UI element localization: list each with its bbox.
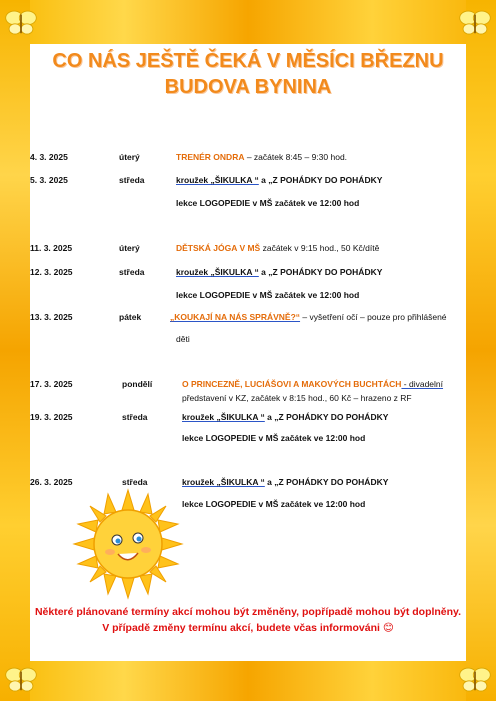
- event-detail: a „Z POHÁDKY DO POHÁDKY: [264, 477, 389, 487]
- event-description: [176, 175, 382, 185]
- event-description: [182, 412, 388, 422]
- info-note: V případě změny termínu akcí, budete včas informováni 😊: [102, 622, 394, 634]
- event-highlight: kroužek „ŠIKULKA “: [176, 267, 259, 277]
- event-day: středa: [122, 412, 148, 422]
- event-highlight: kroužek „ŠIKULKA “: [176, 175, 259, 185]
- event-detail-line2: lekce LOGOPEDIE v MŠ začátek ve 12:00 hod: [176, 198, 360, 208]
- event-description: [182, 379, 443, 389]
- event-date: 17. 3. 2025: [30, 379, 73, 389]
- event-highlight: kroužek „ŠIKULKA “: [182, 477, 265, 487]
- event-detail-line2: lekce LOGOPEDIE v MŠ začátek ve 12:00 hod: [182, 499, 366, 509]
- event-highlight: DĚTSKÁ JÓGA V MŠ: [176, 243, 261, 253]
- butterfly-icon: [458, 663, 492, 697]
- event-detail-line2: představení v KZ, začátek v 8:15 hod., 60 Kč – hrazeno z RF: [182, 393, 412, 403]
- event-day: úterý: [119, 243, 140, 253]
- butterfly-icon: [4, 6, 38, 40]
- event-date: 13. 3. 2025: [30, 312, 73, 322]
- event-highlight: O PRINCEZNĚ, LUCIÁŠOVI A MAKOVÝCH BUCHTÁCH: [182, 379, 402, 389]
- event-detail-line2: lekce LOGOPEDIE v MŠ začátek ve 12:00 hod: [176, 290, 360, 300]
- sun-icon: [72, 488, 184, 600]
- event-description: [176, 152, 347, 162]
- event-highlight: TRENÉR ONDRA: [176, 152, 245, 162]
- event-detail: – vyšetření očí – pouze pro přihlášené: [300, 312, 447, 322]
- event-date: 11. 3. 2025: [30, 243, 73, 253]
- event-day: pondělí: [122, 379, 153, 389]
- page-subtitle: BUDOVA BYNINA: [164, 76, 332, 98]
- event-description: [176, 267, 382, 277]
- event-date: 4. 3. 2025: [30, 152, 68, 162]
- event-date: 26. 3. 2025: [30, 477, 73, 487]
- event-detail: a „Z POHÁDKY DO POHÁDKY: [258, 267, 383, 277]
- frame-top-border: [0, 0, 496, 44]
- event-date: 19. 3. 2025: [30, 412, 73, 422]
- event-detail: začátek v 9:15 hod., 50 Kč/dítě: [260, 243, 380, 253]
- event-highlight: „KOUKAJÍ NA NÁS SPRÁVNĚ?“: [170, 312, 301, 322]
- frame-right-border: [466, 0, 496, 701]
- frame-bottom-border: [0, 661, 496, 701]
- event-highlight: kroužek „ŠIKULKA “: [182, 412, 265, 422]
- event-day: středa: [122, 477, 148, 487]
- event-detail: a „Z POHÁDKY DO POHÁDKY: [258, 175, 383, 185]
- event-detail: a „Z POHÁDKY DO POHÁDKY: [264, 412, 389, 422]
- info-note: Některé plánované termíny akcí mohou být změněny, popřípadě mohou být doplněny.: [34, 606, 462, 618]
- event-description: [176, 243, 379, 253]
- event-description: [182, 477, 388, 487]
- event-day: úterý: [119, 152, 140, 162]
- event-day: středa: [119, 267, 145, 277]
- event-day: středa: [119, 175, 145, 185]
- event-detail-line2: lekce LOGOPEDIE v MŠ začátek ve 12:00 hod: [182, 433, 366, 443]
- event-date: 12. 3. 2025: [30, 267, 73, 277]
- event-day: pátek: [119, 312, 142, 322]
- frame-left-border: [0, 0, 30, 701]
- event-description: [170, 312, 447, 322]
- event-detail: - divadelní: [401, 379, 444, 389]
- butterfly-icon: [458, 6, 492, 40]
- event-detail-line2: děti: [176, 334, 190, 344]
- butterfly-icon: [4, 663, 38, 697]
- page-title: CO NÁS JEŠTĚ ČEKÁ V MĚSÍCI BŘEZNU: [52, 50, 444, 72]
- event-detail: – začátek 8:45 – 9:30 hod.: [244, 152, 348, 162]
- event-date: 5. 3. 2025: [30, 175, 68, 185]
